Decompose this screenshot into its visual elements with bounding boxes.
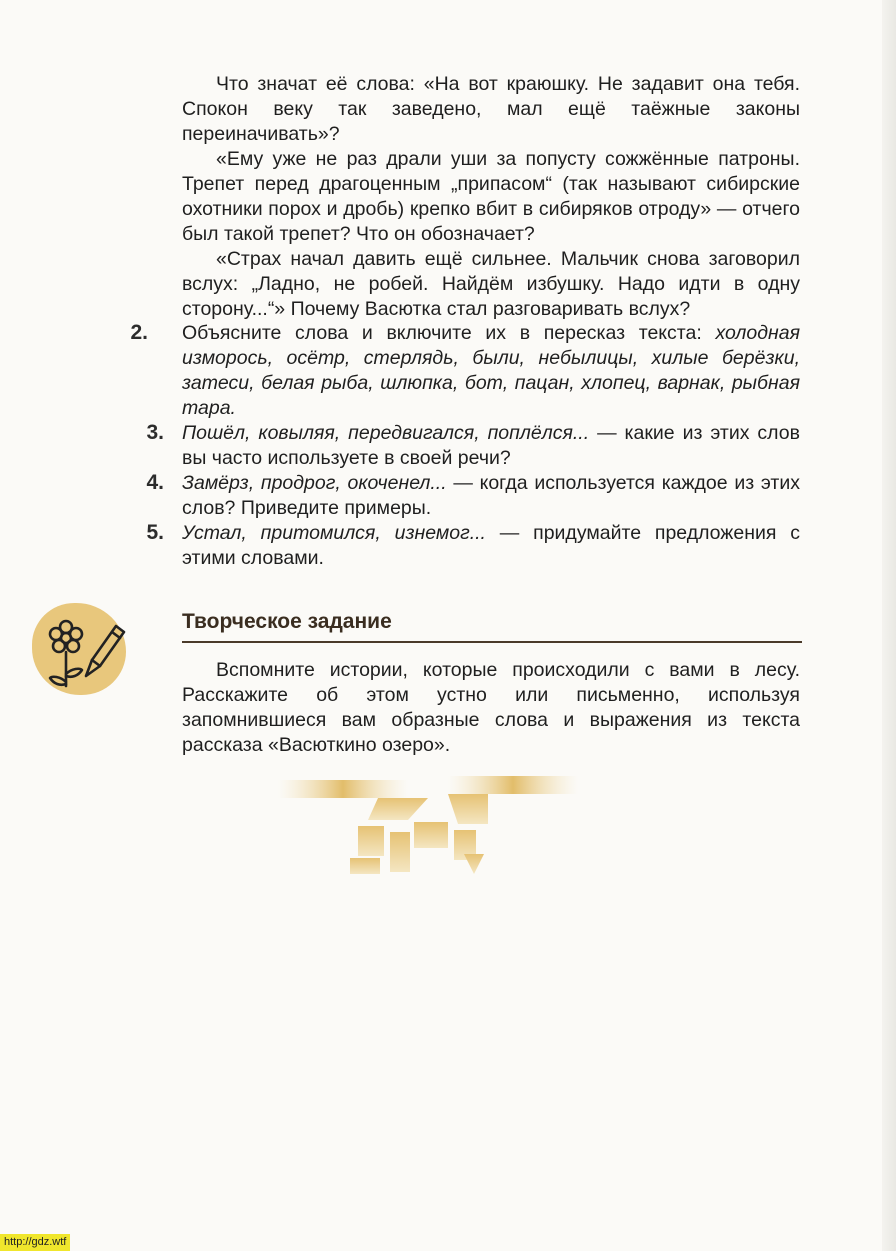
creative-task-body: Вспомните истории, которые происходили с вами в лесу. Расскажите об этом устно или письменно, используя запомнившиеся вам образные слова и выражения из текста рассказа «Васюткино озеро». [182, 659, 800, 756]
question-2: Объясните слова и включите их в пересказ текста: холодная изморось, осётр, стерлядь, были, небылицы, хилые берёзки, затеси, белая рыба, шлюпка, бот, пацан, хлопец, варнак, рыбная тара. [182, 322, 800, 419]
flower-pencil-icon [40, 612, 126, 692]
question-number-2: 2. [130, 321, 148, 344]
question-number-4: 4. [146, 471, 164, 494]
question-number-3: 3. [146, 421, 164, 444]
question-4: Замёрз, продрог, окоченел... — когда используется каждое из этих слов? Приведите примеры. [182, 472, 800, 519]
page-edge [882, 0, 896, 1251]
question-3: Пошёл, ковыляя, передвигался, поплёлся... — какие из этих слов вы часто используете в своей речи? [182, 422, 800, 469]
intro-paragraph-3: «Страх начал давить ещё сильнее. Мальчик снова заговорил вслух: „Ладно, не робей. Найдём избушку. Надо идти в одну сторону...“» Почему Васютка стал разговаривать вслух? [182, 248, 800, 320]
ornament-icon [278, 772, 578, 882]
question-number-5: 5. [146, 521, 164, 544]
title-underline [182, 641, 802, 643]
watermark-link[interactable]: http://gdz.wtf [0, 1234, 70, 1251]
intro-paragraph-2: «Ему уже не раз драли уши за попусту сожжённые патроны. Трепет перед драгоценным „припасом“ (так называют сибирские охотники порох и дробь) крепко вбит в сибиряков отроду» — отчего был такой трепет? Что он обозначает? [182, 148, 800, 245]
question-5: Устал, притомился, изнемог... — придумайте предложения с этими словами. [182, 522, 800, 569]
creative-task-title: Творческое задание [182, 610, 392, 633]
intro-paragraph-1: Что значат её слова: «На вот краюшку. Не задавит она тебя. Спокон веку так заведено, мал ещё таёжные законы переиначивать»? [182, 73, 800, 145]
